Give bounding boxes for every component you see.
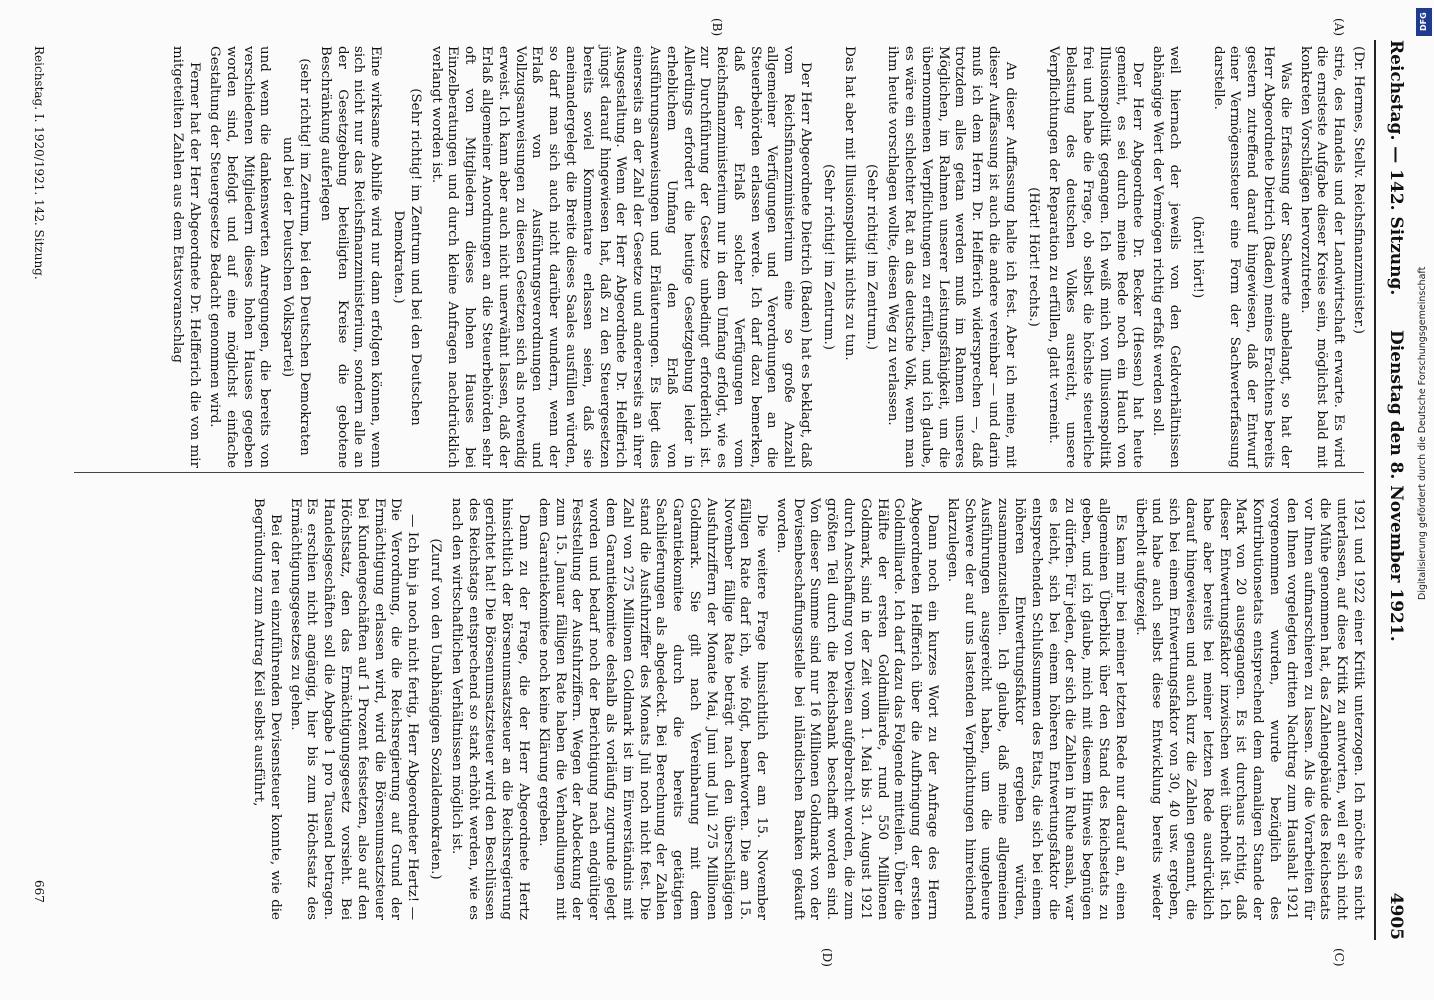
footer-sheet-number: 667 — [32, 880, 46, 903]
margin-marker-d: (D) — [820, 948, 834, 967]
page-number: 4905 — [1386, 892, 1406, 940]
margin-marker-a: (A) — [1332, 18, 1346, 37]
paragraph: An dieser Auffassung halte ich fest. Aber ich meine, mit dieser Auffassung ist auch die andere vereinbar — und darin muß ich dem Herrn Dr. Helfferich widersprechen —, daß trotzdem alles getan werden muß im Rahmen unseres Möglichen, im Rahmen unserer Leistungsfähigkeit, um die übernommenen Verpflichtungen zu erfüllen, und ich glaube, es wäre ein schlechter Rat an das deutsche Volk, wenn man ihm heute vorschlagen wollte, diesen Weg zu verlassen. — [885, 46, 1018, 468]
paragraph: Der Herr Abgeordnete Dr. Becker (Hessen) hat heute gemeint, es sei durch meine Rede noch ein Hauch von Illusionspolitik gegangen. Ich weiß mich von Illusionspolitik frei und habe die Frage, ob selbst die höchste steuerliche Belastung des deutschen Volkes ausreicht, unsere Verpflichtungen der Reparation zu erfüllen, glatt verneint. — [1046, 46, 1146, 468]
paragraph: Bei der neu einzuführenden Devisensteuer konnte, wie die Begründung zum Antrag Keil selbst ausführt, — [251, 498, 283, 920]
margin-marker-b: (B) — [710, 18, 724, 37]
interjection: (Hört! Hört! rechts.) — [1025, 187, 1041, 327]
digitization-stamp — [1414, 0, 1434, 1000]
interjection: (Zuruf von den Unabhängigen Sozialdemokraten.) — [427, 538, 443, 880]
page-header — [1374, 40, 1416, 940]
interjection: (sehr richtig! im Zentrum, bei den Deutschen Demokraten und bei der Deutschen Volkspartei) — [280, 58, 312, 456]
margin-marker-c: (C) — [1332, 948, 1346, 967]
column-divider — [74, 472, 1364, 473]
paragraph: Die weitere Frage hinsichtlich der am 15. November fälligen Rate darf ich, wie folgt, beantworten. Die am 15. November fällige Rate beträgt nach den überschlägigen Ausfuhrziffern der Monate Mai, Juni und Juli 275 Millionen Goldmark. Sie gilt nach Vereinbarung mit dem Garantiekomitee durch die bereits getätigten Sachlieferungen als abgedeckt. Bei Berechnung der Zahlen stand die Ausfuhrziffer des Monats Juli noch nicht fest. Die Zahl von 275 Millionen Goldmark ist im Einverständnis mit dem Garantiekomitee deshalb als vorläufig zugrunde gelegt worden und bedarf noch der Berichtigung nach endgültiger Feststellung der Ausfuhrziffern. Wegen der Abdeckung der zum 15. Januar fälligen Rate haben die Verhandlungen mit dem Garantiekomitee noch keine Klärung ergeben. — [535, 498, 770, 920]
paragraph: 1921 und 1922 einer Kritik unterzogen. Ich möchte es nicht unterlassen, auf diese Kritik zu antworten, weil er sich nicht die Mühe genommen hat, das Zahlengebäude des Reichsetats vor Ihnen aufmarschieren zu lassen. Als die Vorarbeiten für den Ihnen vorgelegten dritten Nachtrag zum Haushalt 1921 vorgenommen wurden, wurde bezüglich des Kontributionsetats entsprechend dem damaligen Stande der Mark von 20 ausgegangen. Es ist durchaus richtig, daß dieser Entwertungsfaktor inzwischen weit überholt ist. Ich habe aber bereits bei meiner letzten Rede ausdrücklich darauf hingewiesen und auch kurz die Zahlen genannt, die sich bei einem Entwertungsfaktor von 30, 40 usw. ergeben, und habe auch selbst diese Entwicklung bereits wieder überholt aufgezeigt. — [1132, 498, 1366, 920]
paragraph: Das hat aber mit Illusionspolitik nichts zu tun. — [841, 46, 857, 361]
paragraph: Eine wirksame Abhilfe wird nur dann erfolgen können, wenn sich nicht nur das Reichsfinanzministerium, sondern alle an der Gesetzgebung beteiligten Kreise die gebotene Beschränkung auferlegen — [317, 46, 384, 468]
paragraph: Dann noch ein kurzes Wort zu der Anfrage des Herrn Abgeordneten Helfferich über die Aufbringung der ersten Goldmilliarde. Ich darf dazu das Folgende mitteilen. Über die Hälfte der ersten Goldmilliarde, rund 550 Millionen Goldmark, sind in der Zeit vom 1. Mai bis 31. August 1921 durch Anschaffung von Devisen aufgebracht worden, die zum größten Teil durch die Reichsbank beschafft worden sind. Von dieser Summe sind nur 16 Millionen Goldmark von der Devisenbeschaffungsstelle bei inländischen Banken gekauft worden. — [773, 498, 941, 920]
funding-note: Digitalisierung gefördert durch die Deutsche Forschungsgemeinschaft — [1417, 266, 1428, 600]
right-text-column — [246, 498, 1366, 920]
paragraph: Was die Erfassung der Sachwerte anbelangt, so hat der Herr Abgeordnete Dietrich (Baden) meines Erachtens bereits gestern zutreffend darauf hingewiesen, daß der Entwurf einer Vermögenssteuer eine Form der Sachwerterfassung darstelle. — [1210, 46, 1293, 468]
footer-left: Reichstag. I. 1920/1921. 142. Sitzung. — [32, 46, 46, 280]
paragraph: Dann zu der Frage, die der Herr Abgeordnete Hertz hinsichtlich der Börsenumsatzsteuer an die Reichsregierung gerichtet hat! Die Börsenumsatzsteuer wird den Beschlüssen des Reichstags entsprechend so stark erhöht werden, wie es nach den wirtschaftlichen Verhältnissen möglich ist. — [448, 498, 531, 920]
header-date: Dienstag den 8. November 1921. — [1386, 330, 1406, 642]
interjection: (Sehr richtig! im Zentrum.) — [820, 164, 836, 350]
paragraph: Der Herr Abgeordnete Dietrich (Baden) hat es beklagt, daß vom Reichsfinanzministerium eine so große Anzahl allgemeiner Verfügungen und Verordnungen an die Steuerbehörden erlassen werde. Ich darf dazu bemerken, daß der Erlaß solcher Verfügungen vom Reichsfinanzministerium nur in dem Umfang erfolgt, wie es zur Durchführung der Gesetze unbedingt erforderlich ist. Allerdings erfordert die heutige Gesetzgebung leider in erheblichem Umfang den Erlaß von Ausführungsanweisungen und Erläuterungen. Es liegt dies einerseits an der Zahl der Gesetze und andererseits an ihrer Ausgestaltung. Wenn der Herr Abgeordnete Dr. Helfferich jüngst darauf hingewiesen hat, daß zu den Steuergesetzen bereits soviel Kommentare erlassen seien, daß sie aneinandergelegt die Breite dieses Saales ausfüllen würden, so darf man sich auch nicht darüber wundern, wenn der Erlaß von Ausführungsverordnungen und Vollzugsanweisungen zu diesen Gesetzen sich als notwendig erweist. Ich kann aber auch nicht unerwähnt lassen, daß der Erlaß allgemeiner Anordnungen an die Steuerbehörden sehr oft von Mitgliedern dieses hohen Hauses bei Einzelberatungen und durch kleine Anfragen nachdrücklich verlangt worden ist. — [428, 46, 814, 468]
paragraph: strie, des Handels und der Landwirtschaft erwarte. Es wird die ernsteste Aufgabe dieser Kreise sein, möglichst bald mit konkreten Vorschlägen hervorzutreten. — [1297, 46, 1347, 468]
interjection: (Sehr richtig! im Zentrum.) — [864, 164, 880, 350]
interjection: (Sehr richtig! im Zentrum und bei den Deutschen Demokraten.) — [390, 88, 423, 426]
speaker-note: (Dr. Hermes, Stellv. Reichsfinanzminister.) — [1351, 46, 1366, 334]
dfg-logo-badge — [1416, 8, 1432, 36]
paragraph: Es kam mir bei meiner letzten Rede nur darauf an, einen allgemeinen Überblick über den Stand des Reichsetats zu geben, und ich glaube, mich mit diesem Hinweis begnügen zu dürfen. Für jeden, der sich die Zahlen in Ruhe ansah, war es leicht, sich bei einem höheren Entwertungsfaktor die entsprechenden Schlußsummen des Etats, die sich bei einem höheren Entwertungsfaktor ergeben würden, zusammenzustellen. Ich glaube, daß meine allgemeinen Ausführungen ausgereicht haben, um die ungeheure Schwere der auf uns lastenden Verpflichtungen hinreichend klarzulegen. — [944, 498, 1128, 920]
interjection: (hört! hört!) — [1189, 215, 1205, 299]
left-text-column — [166, 46, 1366, 468]
dfg-logo-text: DFG — [1419, 12, 1428, 32]
paragraph: und wenn die dankenswerten Anregungen, die bereits von verschiedenen Mitgliedern dieses hohen Hauses gegeben worden sind, befolgt und auf eine möglichst einfache Gestaltung der Steuergesetze Bedacht genommen wird. — [207, 46, 273, 468]
header-left: Reichstag. — 142. Sitzung. — [1386, 40, 1406, 296]
paragraph: Ferner hat der Herr Abgeordnete Dr. Helfferich die von mir mitgeteilten Zahlen aus dem Etatsvoranschlag — [170, 46, 203, 468]
paragraph: — Ich bin ja noch nicht fertig, Herr Abgeordneter Hertz! — Die Verordnung, die die Reichsregierung auf Grund der Ermächtigung erlassen wird, wird die Börsenumsatzsteuer bei Kundengeschäften auf 1 Prozent festsetzen, also auf den Höchstsatz, den das Ermächtigungsgesetz vorsieht. Bei Handelsgeschäften soll die Abgabe 1 pro Tausend betragen. Es erschien nicht angängig, hier bis zum Höchstsatz des Ermächtigungsgesetzes zu gehen. — [287, 498, 421, 920]
paragraph: weil hiernach der jeweils von den Geldverhältnissen abhängige Wert der Vermögen richtig erfaßt werden soll. — [1150, 46, 1183, 468]
